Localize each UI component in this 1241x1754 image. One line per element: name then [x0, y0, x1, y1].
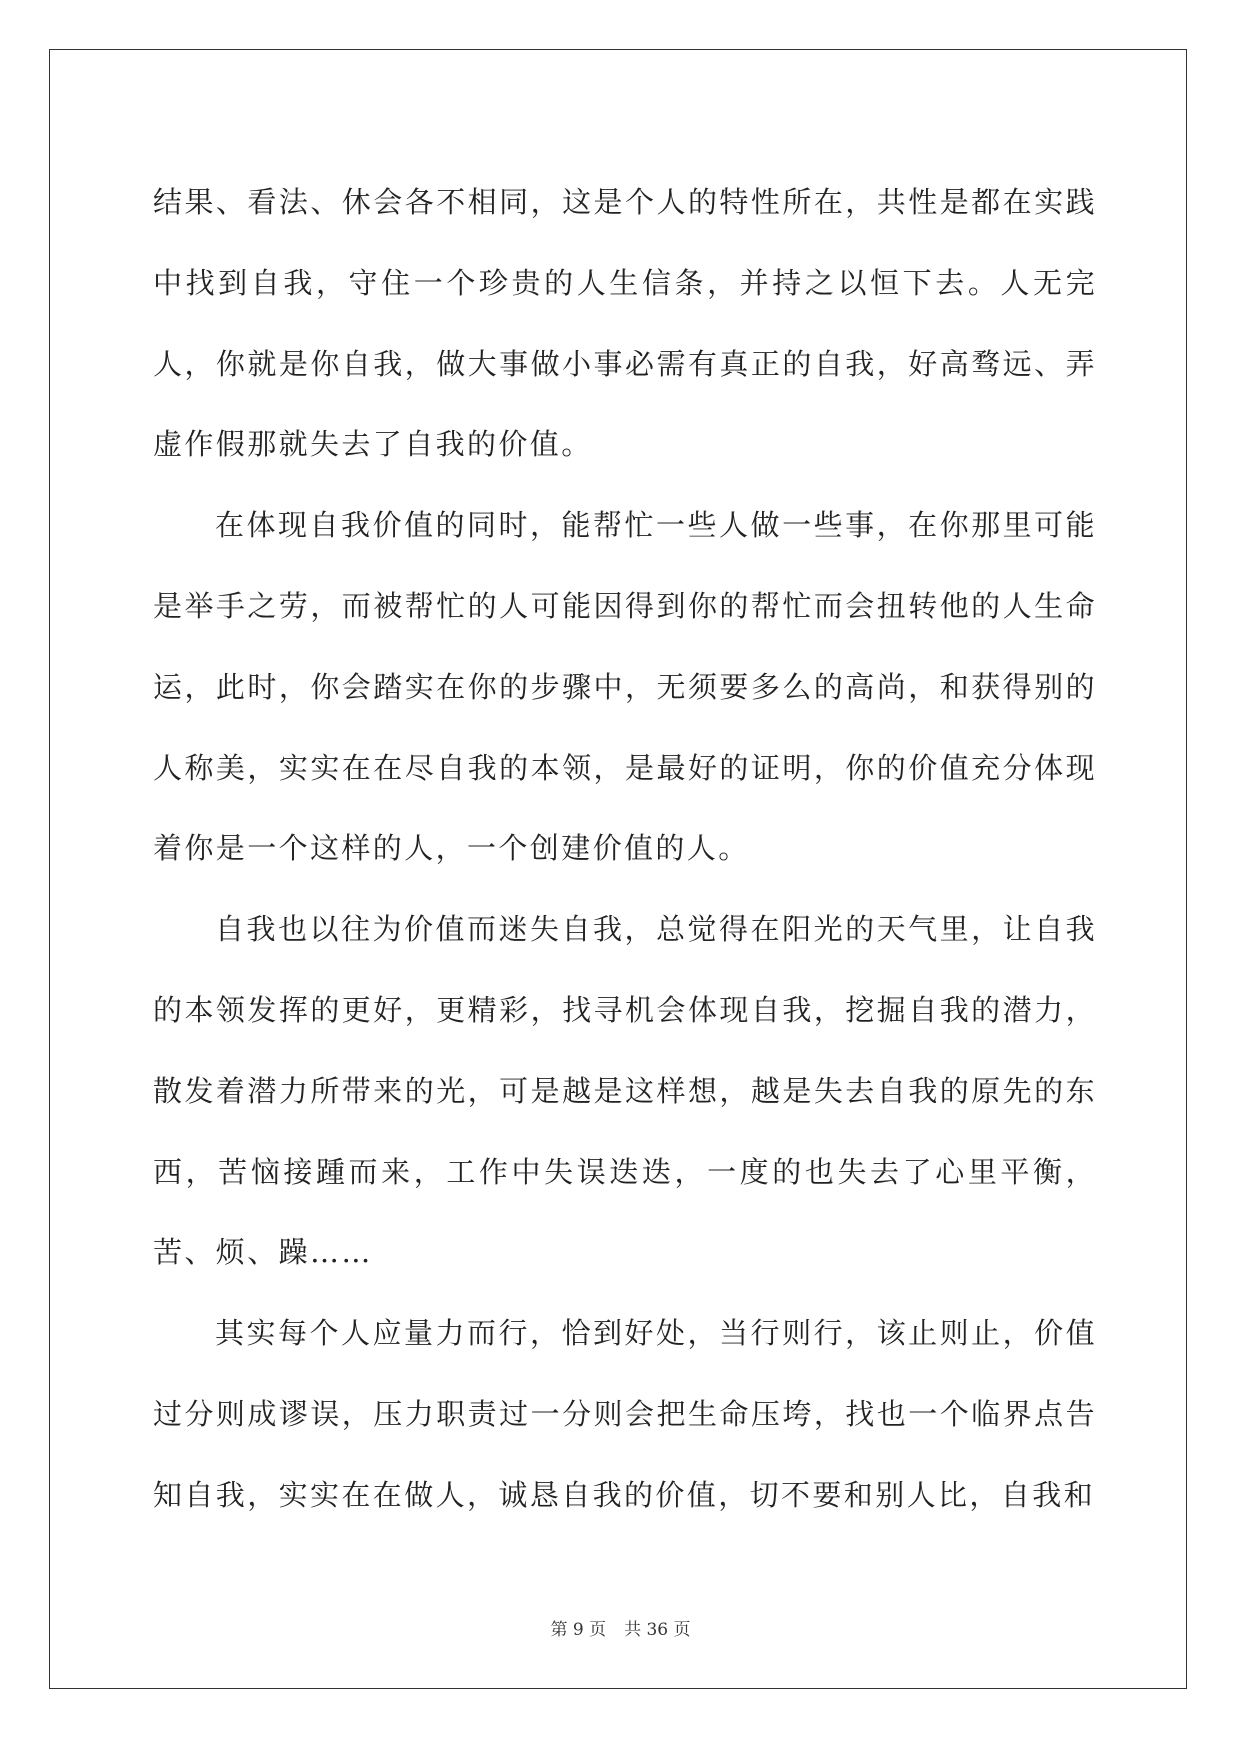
paragraph-4: 其实每个人应量力而行，恰到好处，当行则行，该止则止，价值过分则成谬误，压力职责过一分则会把生命压垮，找也一个临界点告知自我，实实在在做人，诚恳自我的价值，切不要和别人比，自我和 — [153, 1316, 1097, 1512]
page-total: 共 36 页 — [624, 1620, 691, 1640]
paragraph-2: 在体现自我价值的同时，能帮忙一些人做一些事，在你那里可能是举手之劳，而被帮忙的人可能因得到你的帮忙而会扭转他的人生命运，此时，你会踏实在你的步骤中，无须要多么的高尚，和获得别的人称美，实实在在尽自我的本领，是最好的证明，你的价值充分体现着你是一个这样的人，一个创建价值的人。 — [153, 508, 1097, 866]
page-number: 第 9 页 — [550, 1620, 607, 1640]
paragraph-1: 结果、看法、休会各不相同，这是个人的特性所在，共性是都在实践中找到自我，守住一个珍贵的人生信条，并持之以恒下去。人无完人，你就是你自我，做大事做小事必需有真正的自我，好高骛远、弄虚作假那就失去了自我的价值。 — [153, 185, 1097, 462]
paragraph-3: 自我也以往为价值而迷失自我，总觉得在阳光的天气里，让自我的本领发挥的更好，更精彩，找寻机会体现自我，挖掘自我的潜力，散发着潜力所带来的光，可是越是这样想，越是失去自我的原先的东西，苦恼接踵而来，工作中失误迭迭，一度的也失去了心里平衡，苦、烦、躁…… — [153, 912, 1097, 1270]
document-body — [153, 162, 1097, 1536]
page-footer — [0, 1615, 1241, 1640]
